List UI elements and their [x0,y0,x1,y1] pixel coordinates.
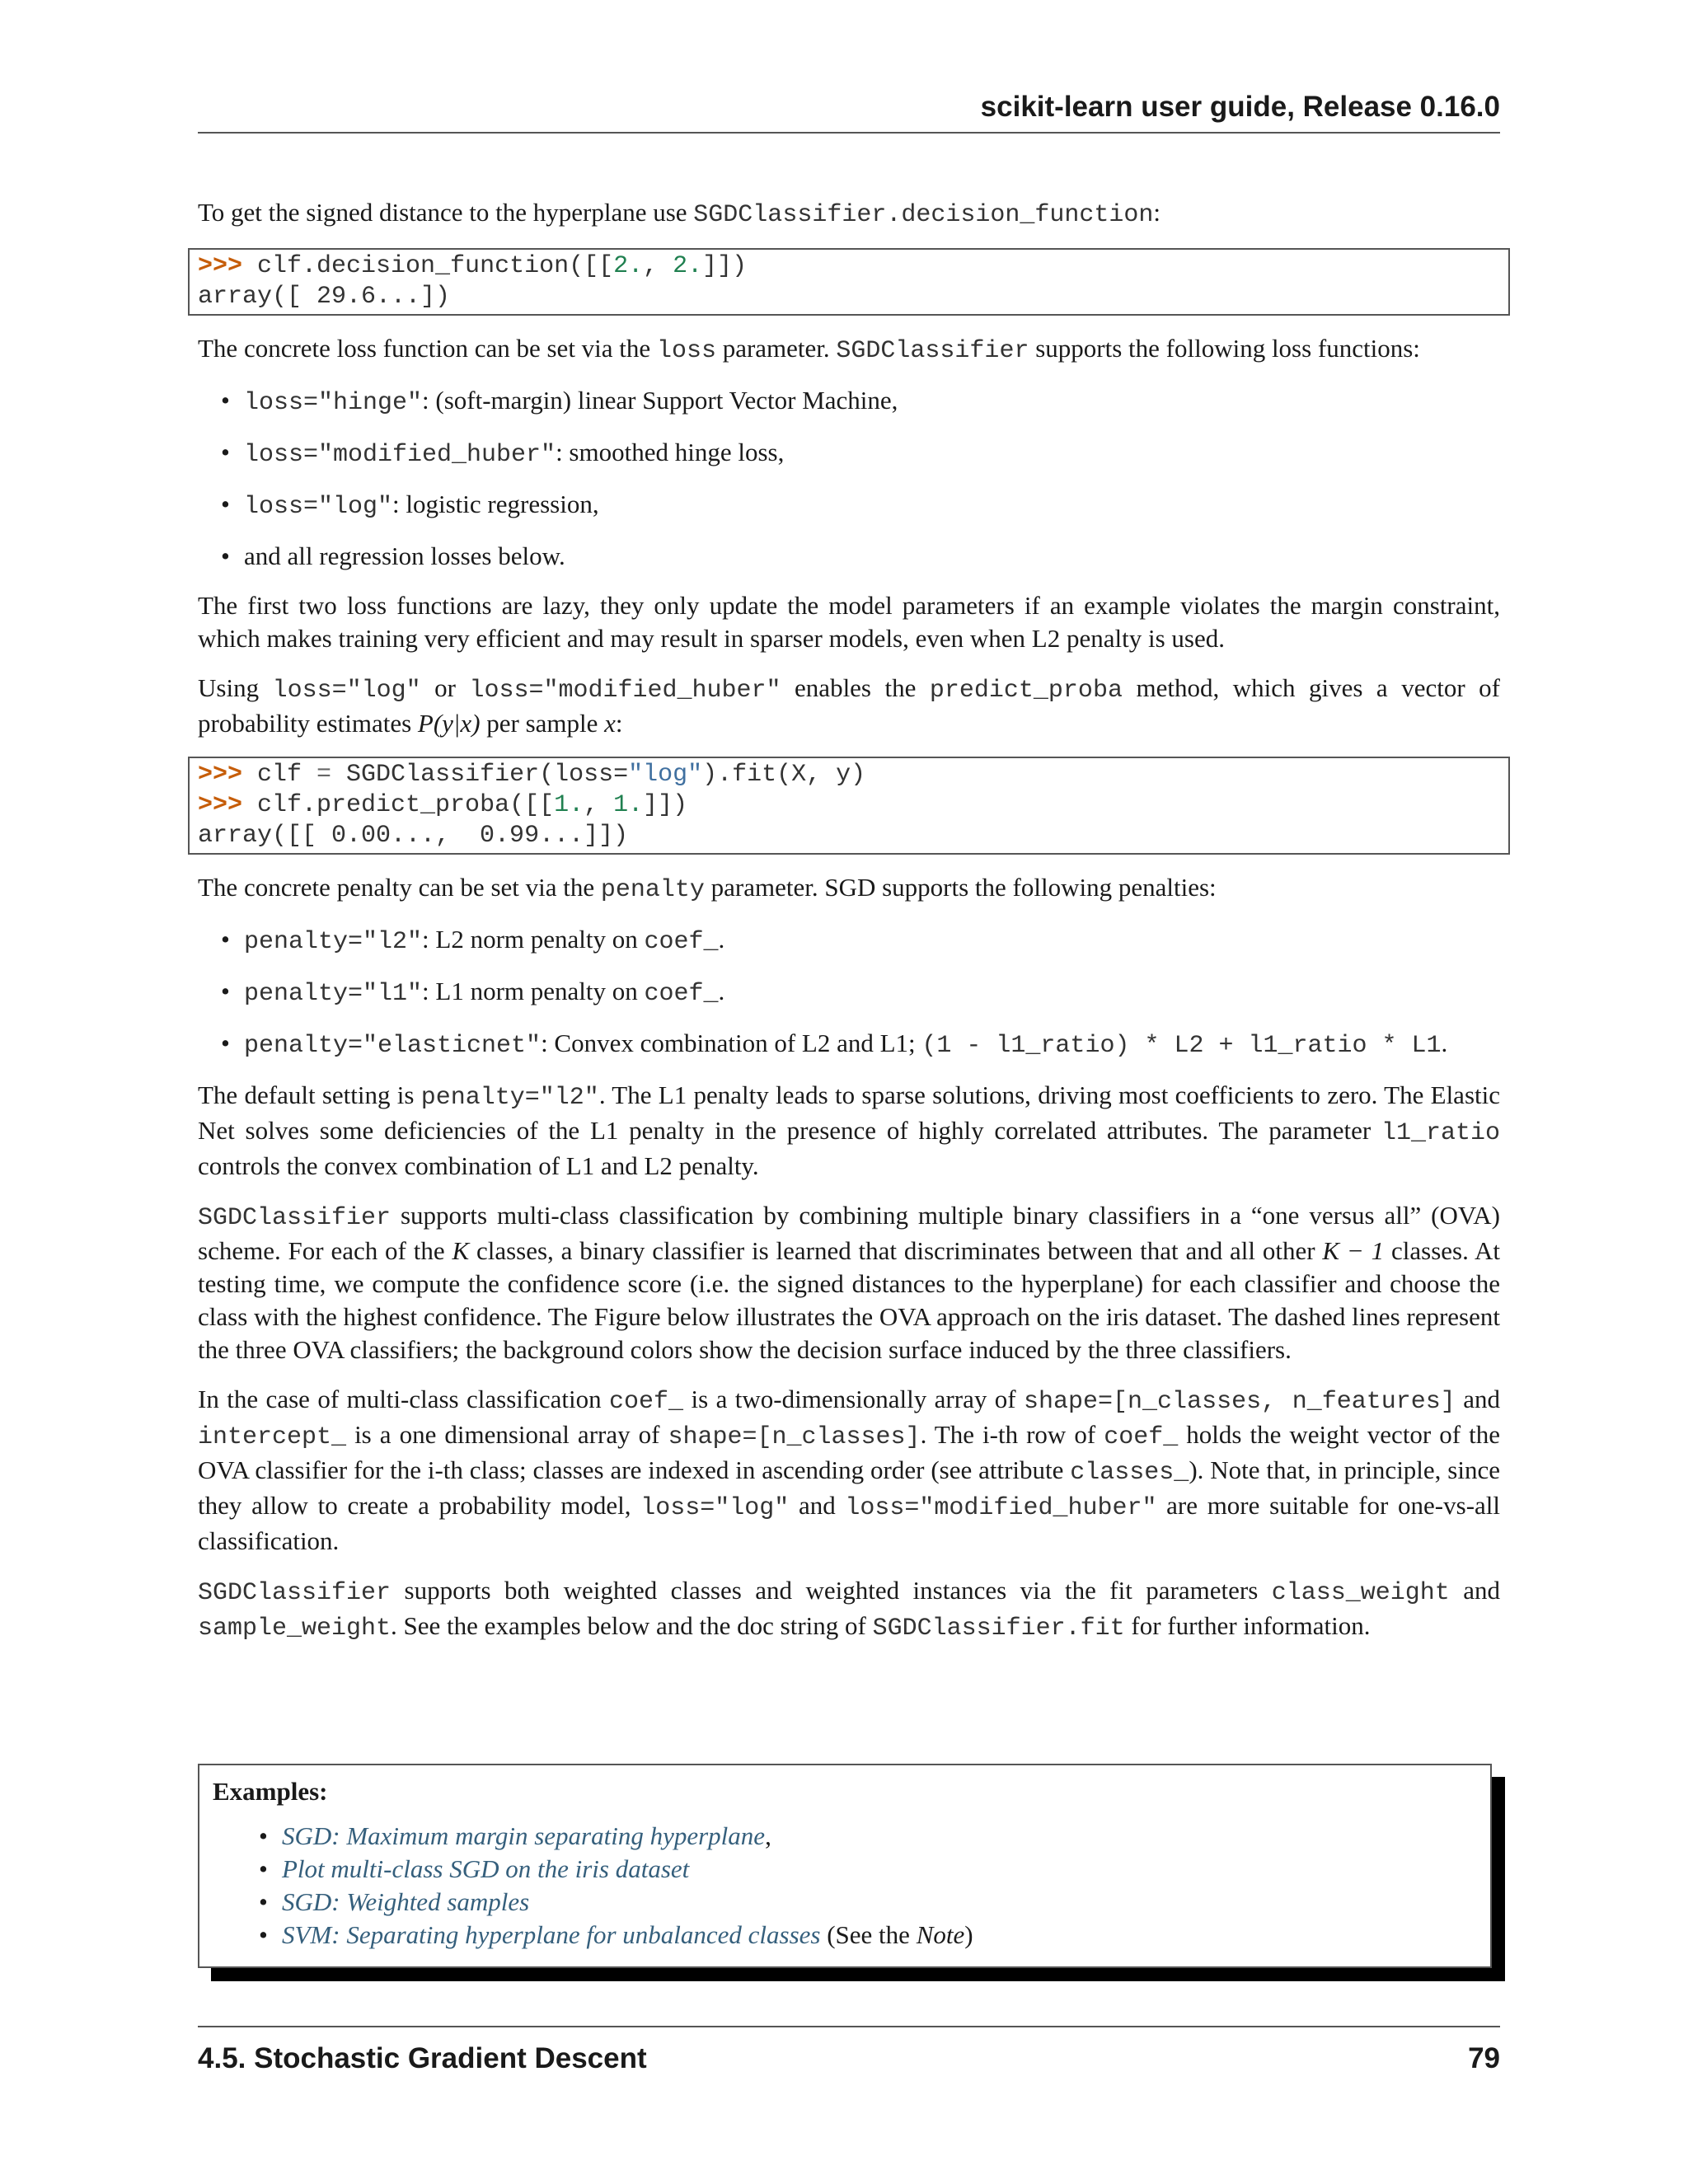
example-link-max-margin[interactable]: SGD: Maximum margin separating hyperplane [282,1821,766,1850]
list-item: • penalty="elasticnet": Convex combination of L2 and L1; (1 - l1_ratio) * L2 + l1_ratio * L1. [244,1027,1500,1062]
code-block-decision-function: >>> clf.decision_function([[2., 2.]]) array([ 29.6...]) [188,248,1510,316]
page-header [198,91,1500,134]
example-link-weighted-samples[interactable]: SGD: Weighted samples [282,1887,530,1916]
paragraph-lazy-loss: The first two loss functions are lazy, they only update the model parameters if an example violates the margin constraint, which makes training very efficient and may result in sparser models, even when L2 penalty is used. [198,591,1500,653]
list-item: • loss="modified_huber": smoothed hinge loss, [244,436,1500,471]
page-number: 79 [1468,2042,1500,2074]
paragraph-default-penalty: The default setting is penalty="l2". The L1 penalty leads to sparse solutions, driving most coefficients to zero. The Elastic Net solves some deficiencies of the L1 penalty in the presence of highly correlated attributes. The parameter l1_ratio controls the convex combination of L1 and L2 penalty. [198,1080,1500,1180]
paragraph-multiclass: SGDClassifier supports multi-class classification by combining multiple binary classifiers in a “one versus all” (OVA) scheme. For each of the K classes, a binary classifier is learned that discriminates between that and all other K − 1 classes. At testing time, we compute the confidence score (i.e. the signed distances to the hyperplane) for each classifier and choose the class with the highest confidence. The Figure below illustrates the OVA approach on the iris dataset. The dashed lines represent the three OVA classifiers; the background colors show the decision surface induced by the three classifiers. [198,1201,1500,1364]
paragraph-weights: SGDClassifier supports both weighted classes and weighted instances via the fit parameters class_weight and sample_weight. See the examples below and the doc string of SGDClassifier.fit for further information. [198,1576,1500,1643]
list-item: • SVM: Separating hyperplane for unbalanced classes (See the Note) [282,1919,1477,1952]
list-item: • loss="log": logistic regression, [244,488,1500,523]
list-item: • penalty="l2": L2 norm penalty on coef_. [244,923,1500,958]
examples-title: Examples: [213,1777,328,1806]
code-block-predict-proba: >>> clf = SGDClassifier(loss="log").fit(X, y) >>> clf.predict_proba([[1., 1.]]) array([[ 0.00..., 0.99...]]) [188,757,1510,855]
list-item: • penalty="l1": L1 norm penalty on coef_. [244,975,1500,1010]
examples-box [198,1764,1492,1968]
header-title: scikit-learn user guide, Release 0.16.0 [980,91,1500,123]
example-link-iris[interactable]: Plot multi-class SGD on the iris dataset [282,1854,690,1883]
list-item: • SGD: Maximum margin separating hyperplane, [282,1820,1477,1853]
examples-list [213,1820,1477,1952]
paragraph-penalty: The concrete penalty can be set via the penalty parameter. SGD supports the following penalties: [198,873,1217,904]
example-link-unbalanced[interactable]: SVM: Separating hyperplane for unbalanced classes [282,1920,821,1949]
paragraph-loss: The concrete loss function can be set via the loss parameter. SGDClassifier supports the following loss functions: [198,334,1420,365]
list-item [282,1886,1477,1919]
list-item: • loss="hinge": (soft-margin) linear Support Vector Machine, [244,384,1500,419]
note-reference: Note [916,1920,965,1949]
paragraph-predict-proba: Using loss="log" or loss="modified_huber" enables the predict_proba method, which gives a vector of probability estimates P(y|x) per sample x: [198,673,1500,738]
paragraph-decision-function: To get the signed distance to the hyperplane use SGDClassifier.decision_function: [198,198,1161,229]
list-item [282,1853,1477,1886]
paragraph-coef-shape: In the case of multi-class classification coef_ is a two-dimensionally array of shape=[n_classes, n_features] and intercept_ is a one dimensional array of shape=[n_classes]. The i-th row of coef_ holds the weight vector of the OVA classifier for the i-th class; classes are indexed in ascending order (see attribute classes_). Note that, in principle, since they allow to create a probability model, loss="log" and loss="modified_huber" are more suitable for one-vs-all classification. [198,1385,1501,1555]
penalty-list [198,923,1500,1062]
loss-list [198,384,1500,573]
page-footer [198,2026,1500,2075]
list-item: • and all regression losses below. [244,540,1500,573]
main-content [198,196,1500,1661]
footer-section: 4.5. Stochastic Gradient Descent [198,2042,647,2074]
